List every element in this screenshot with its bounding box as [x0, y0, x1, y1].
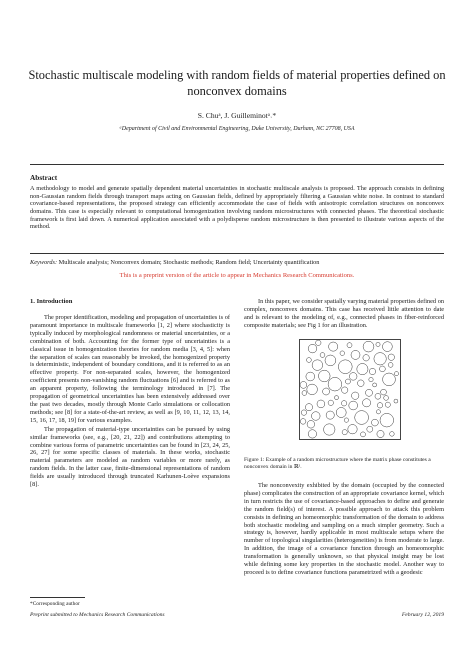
inclusion [342, 387, 348, 393]
inclusion [376, 410, 380, 414]
inclusion [347, 343, 352, 348]
inclusion [340, 351, 345, 356]
section-heading: 1. Introduction [30, 298, 73, 305]
inclusion [306, 372, 315, 381]
keywords [30, 259, 444, 266]
inclusion [385, 402, 390, 407]
inclusion [344, 418, 348, 422]
footnote-rule [30, 597, 85, 598]
right-column-bottom [244, 482, 444, 577]
inclusion [302, 391, 307, 396]
inclusion [345, 379, 350, 384]
inclusion [320, 353, 325, 358]
inclusion [374, 353, 386, 365]
inclusion [305, 404, 312, 411]
inclusion [394, 399, 398, 403]
inclusion [351, 350, 360, 359]
inclusion [380, 366, 386, 372]
inclusion [390, 432, 395, 437]
inclusion [383, 342, 393, 352]
abstract-text: A methodology to model and generate spatially dependent material uncertainties in stochastic multiscale analysis is proposed. The approach consists in defining non-Gaussian random fields through transport maps acting on Gaussian fields, defined by appropriately filtering a Gaussian white noise. In contrast to standard covariance-based representations, the proposed strategy can efficiently accommodate the case of fields with anisotropic correlation structures on nonconvex domains. This case is especially relevant to computational homogenization involving random microstructures with connected phases. The theoretical stochastic framework is first laid down. A numerical application associated with a polydisperse random microstructure is then presented to illustrate various aspects of the method. [30, 185, 444, 231]
preprint-note: This is a preprint version of the article to appear in Mechanics Research Communications. [119, 272, 355, 279]
inclusion [307, 421, 315, 429]
inclusion [328, 400, 333, 405]
inclusion [381, 389, 387, 395]
paragraph: In this paper, we consider spatially varying material properties defined on complex, nonconvex domains. This case has received little attention to date and is relevant to the modeling of, e.g., connected phases in fiber-reinforced composite materials; see Fig 1 for an illustration. [244, 298, 444, 329]
footnote: *Corresponding author [30, 601, 80, 607]
inclusion [377, 403, 382, 408]
inclusion [317, 400, 325, 408]
affiliation: ᵃDepartment of Civil and Environmental Engineering, Duke University, Durham, NC 27708, USA [119, 126, 355, 132]
inclusion [380, 413, 394, 427]
figure-caption: Figure 1: Example of a random microstructure where the matrix phase constitutes a nonconvex domain in ℝ². [244, 457, 431, 470]
inclusion [369, 368, 375, 374]
left-column [30, 314, 230, 490]
inclusion [369, 377, 373, 381]
paragraph: The propagation of material-type uncertainties can be pursued by using similar frameworks (see, e.g., [20, 21, 22]) and contributions attempting to combine various forms of parametric uncertainties can be found in [23, 24, 25, 26, 27] for some specific classes of materials. In these works, stochastic material parameters are modeled as random variables or more rarely, as random fields. In the latter case, finite-dimensional representations of random fields are usually introduced through truncated Karhunen-Loève expansions [8]. [30, 425, 230, 489]
inclusion [308, 430, 316, 438]
inclusion [301, 410, 306, 415]
inclusion [335, 396, 339, 400]
paper-title: Stochastic multiscale modeling with random fields of material properties defined on nonconvex domains [28, 68, 446, 98]
footer-date: February 12, 2019 [401, 612, 444, 618]
inclusion [308, 344, 317, 353]
inclusion [326, 411, 334, 419]
inclusion [328, 377, 342, 391]
inclusion [376, 342, 380, 346]
inclusion [375, 393, 381, 399]
microstructure-figure [299, 339, 401, 440]
divider-top [30, 164, 444, 165]
inclusion [373, 383, 377, 387]
inclusion [366, 389, 373, 396]
inclusion [349, 401, 358, 410]
abstract-heading: Abstract [30, 173, 58, 182]
inclusion [319, 370, 331, 382]
inclusion [367, 426, 373, 432]
authors: S. Chuᵃ, J. Guilleminotᵃ˒* [197, 111, 277, 120]
inclusion [352, 392, 359, 399]
paragraph: The proper identification, modeling and propagation of uncertainties is of paramount importance in multiscale frameworks [1, 2] where stochasticity is typically induced by morphological randomness or material uncertainties, or a combination of both. Accounting for the former type of uncertainties is a classical issue in homogenization theories for random media [3, 4, 5]: when the separation of scales can reasonably be invoked, the homogenized property is deterministic, independent of boundary conditions, and it is referred to as an effective property. For non-separated scales, however, the homogenized coefficient presents non-vanishing random fluctuations [6] and is referred to as an apparent property, following the terminology introduced in [7]. The propagation of geometrical uncertainties has been extensively addressed over the past two decades, mostly through Monte Carlo simulations or collocation methods; see [8] for a state-of-the-art review, as well as [9, 10, 11, 12, 13, 14, 15, 16, 17, 18, 19] for various examples. [30, 314, 230, 424]
inclusion [348, 425, 357, 434]
inclusion [324, 424, 335, 435]
inclusion [349, 373, 357, 381]
inclusion [384, 396, 389, 401]
inclusion [363, 399, 371, 407]
footer-journal: Preprint submitted to Mechanics Research Communications [30, 612, 165, 618]
inclusion [325, 355, 336, 366]
inclusion [300, 419, 306, 425]
inclusion [361, 432, 366, 437]
inclusion [336, 408, 346, 418]
inclusion [312, 412, 321, 421]
inclusion [372, 419, 379, 426]
inclusion [316, 340, 321, 345]
inclusion [329, 342, 338, 351]
paragraph: The nonconvexity exhibited by the domain (occupied by the connected phase) complicates the construction of an appropriate covariance kernel, which in turn restricts the use of covariance-based approaches to define and generate the random field(s) of interest. A possible approach to attack this problem consists in defining an homeomorphic transformation of the domain to address both stochastic modeling and sampling on a much simpler geometry. Such a strategy is, however, hardly applicable in most multiscale setups where the number of topological singularities (heterogeneities) is from moderate to large. In addition, the image of a covariance function through an homeomorphic transformation is generally unknown, so that physical insight may be lost while defining some key properties in the stochastic model. Another way to proceed is to define covariance functions parametrized with a geodesic [244, 482, 444, 576]
inclusion [342, 430, 347, 435]
keywords-label: Keywords: [30, 259, 58, 266]
inclusion [338, 360, 352, 374]
right-column-top [244, 298, 444, 330]
page-footer [30, 612, 444, 618]
inclusion [363, 355, 369, 361]
inclusion [300, 382, 307, 389]
inclusion [312, 360, 323, 371]
keywords-list: Multiscale analysis; Nonconvex domain; Stochastic methods; Random field; Uncertainty quantification [58, 259, 320, 266]
inclusion [341, 401, 346, 406]
inclusion [355, 411, 369, 425]
inclusion [383, 373, 396, 386]
inclusion [377, 430, 384, 437]
inclusion [388, 354, 394, 360]
divider-abstract [30, 253, 444, 254]
inclusion [323, 388, 330, 395]
inclusion [358, 380, 365, 387]
inclusion [307, 358, 312, 363]
inclusion [363, 341, 374, 352]
microstructure-image [300, 340, 400, 439]
inclusion [357, 364, 368, 375]
inclusion [394, 372, 398, 376]
inclusion [388, 363, 393, 368]
inclusion [307, 384, 318, 395]
